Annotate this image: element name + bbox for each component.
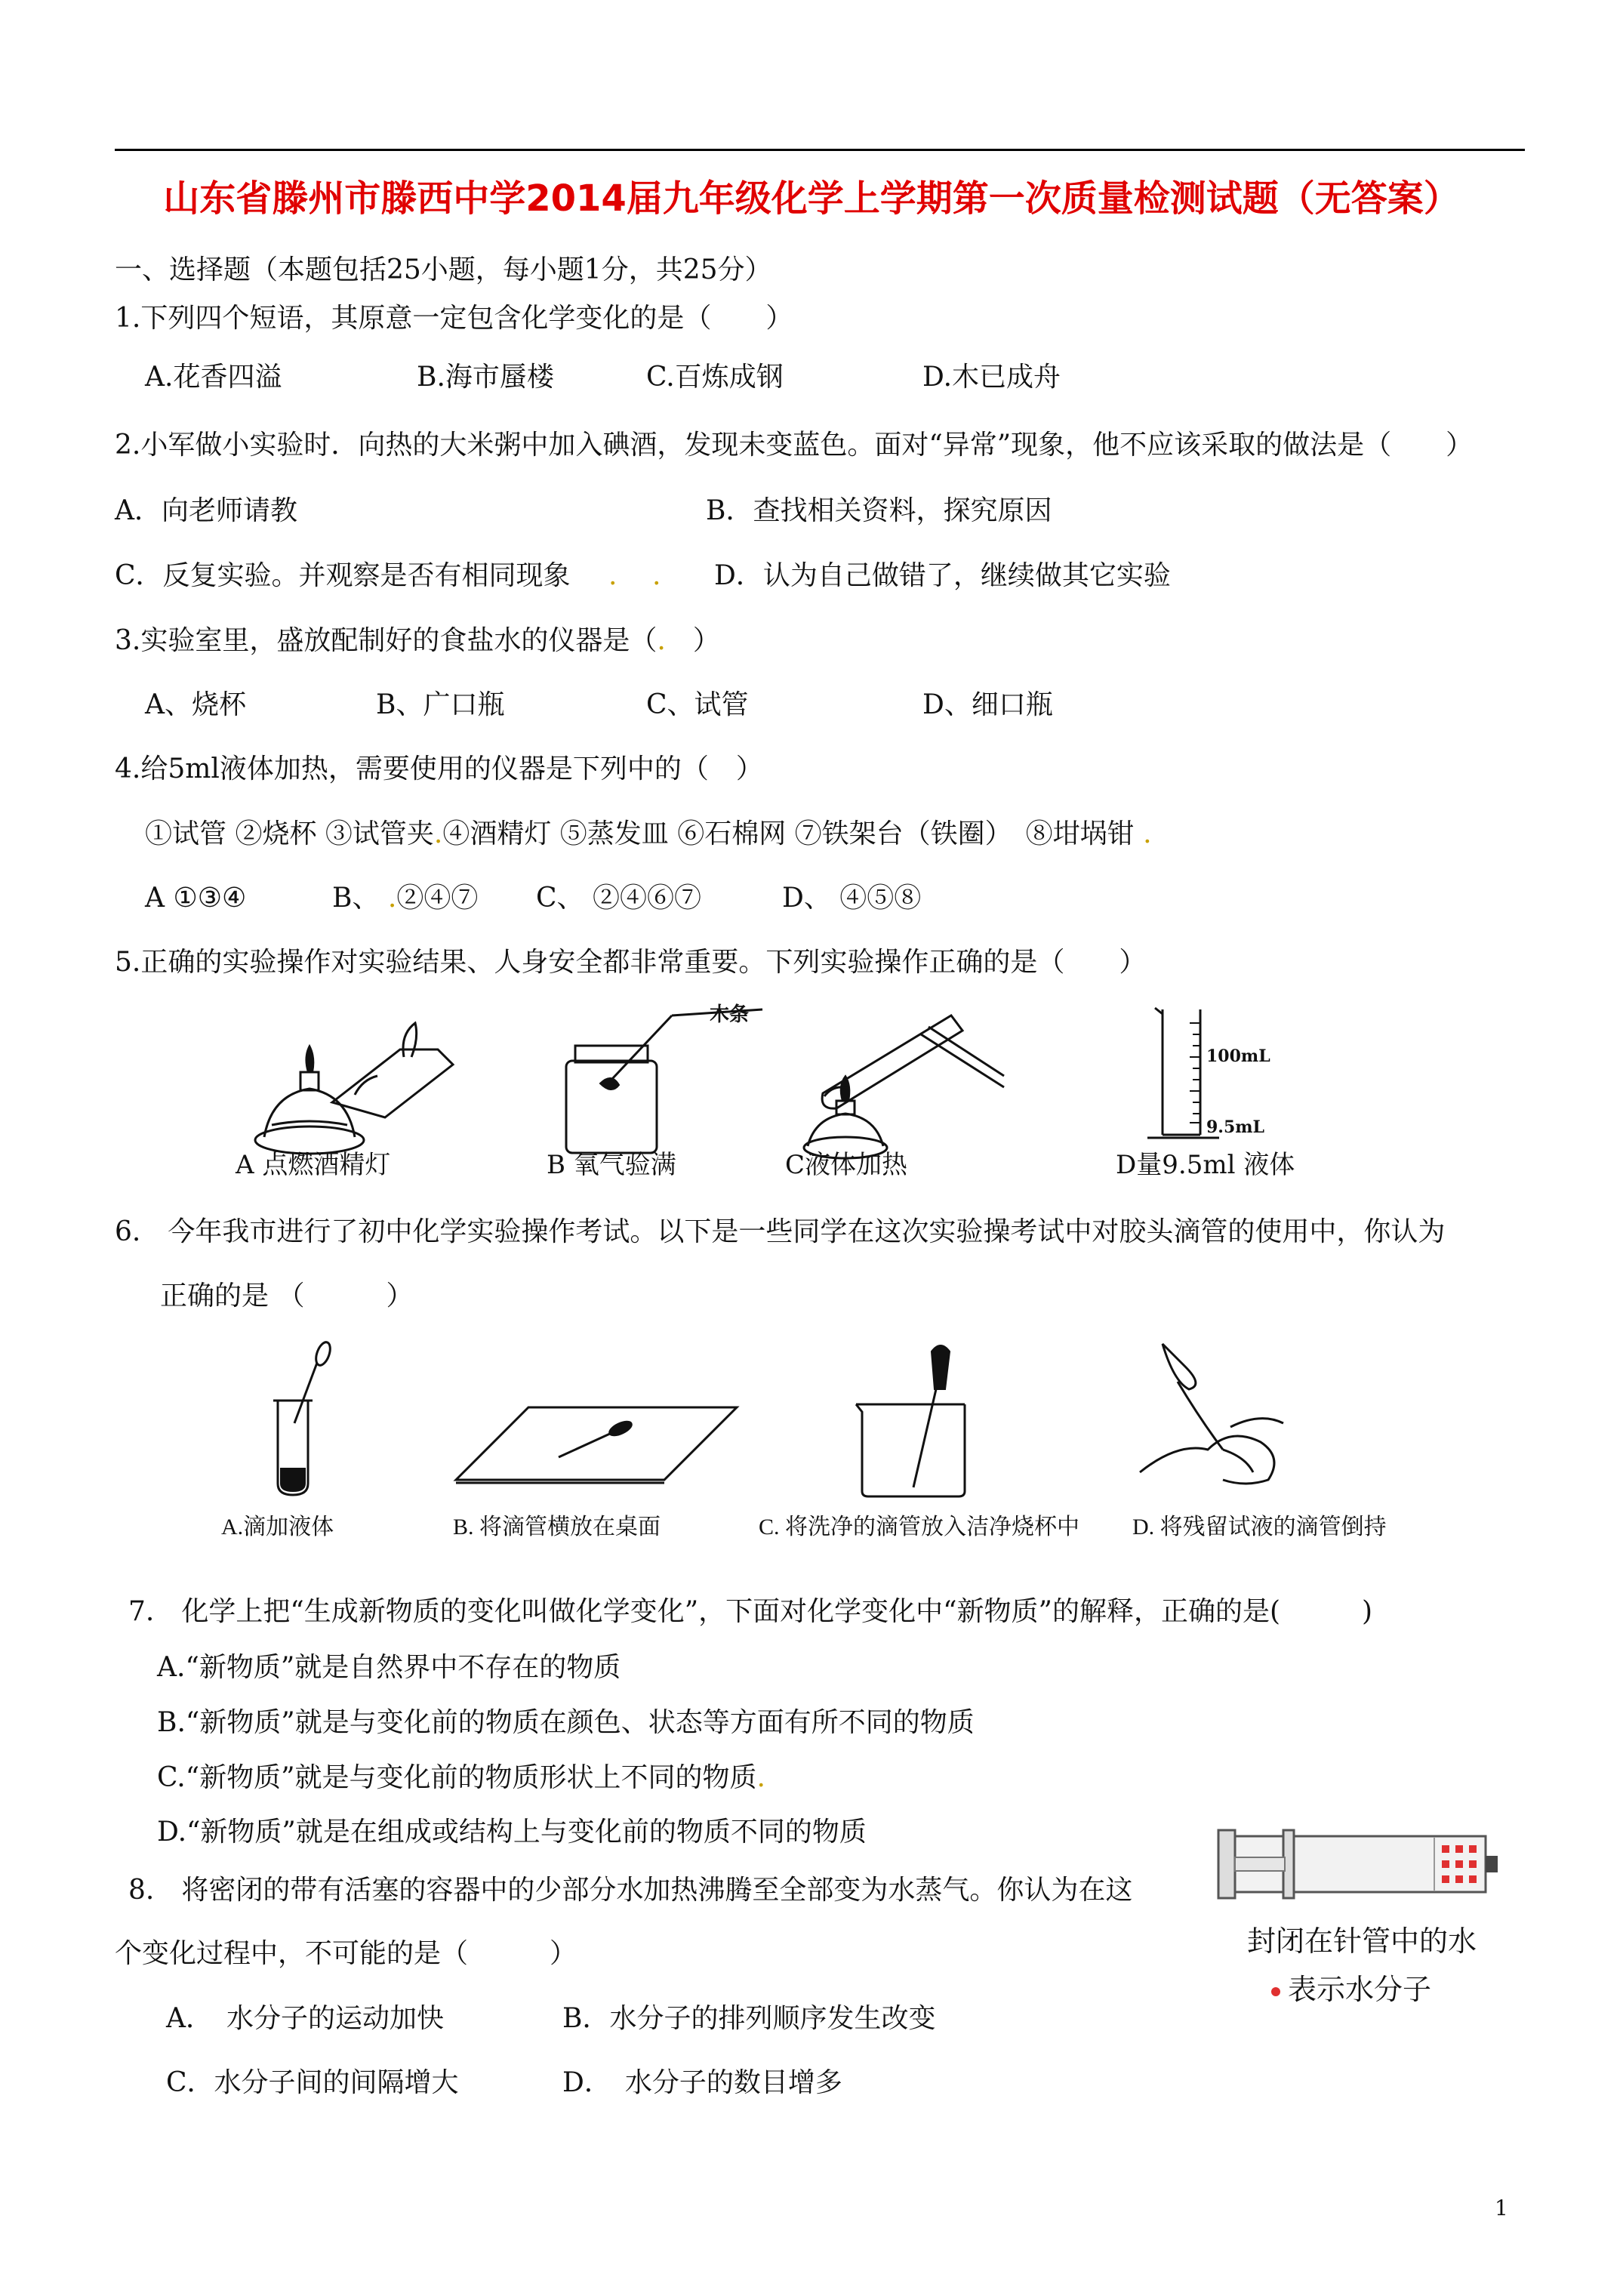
q6-figure-c-dropper-in-beaker (845, 1336, 981, 1502)
q5-label-wood-strip: 木条 (710, 1003, 750, 1026)
q4-option-c: C、 ②④⑥⑦ (536, 883, 701, 914)
q5-label-9-5ml: 9.5mL (1206, 1117, 1265, 1137)
q3-option-d: D、细口瓶 (922, 689, 1053, 720)
q5-label-100ml: 100mL (1206, 1046, 1270, 1066)
q6-figure-a-dropping-liquid (264, 1340, 347, 1499)
speck-mark: . (652, 560, 661, 591)
q3-option-c: C、试管 (646, 689, 749, 720)
q8-option-b: B．水分子的排列顺序发生改变 (562, 2003, 936, 2034)
q1-option-d: D.木已成舟 (922, 362, 1061, 393)
q7-option-b: B.“新物质”就是与变化前的物质在颜色、状态等方面有所不同的物质 (157, 1707, 975, 1738)
q5-caption-b: B 氧气验满 (547, 1150, 676, 1180)
q8-figure-syringe (1215, 1827, 1502, 1903)
q7-option-c: C.“新物质”就是与变化前的物质形状上不同的物质. (157, 1762, 765, 1793)
q4-stem: 4.给5ml液体加热，需要使用的仪器是下列中的（ ） (115, 754, 763, 784)
q1-option-c: C.百炼成钢 (646, 362, 784, 393)
document-title: 山东省滕州市滕西中学2014届九年级化学上学期第一次质量检测试题（无答案） (163, 177, 1460, 220)
q8-stem-line1: 8. 将密闭的带有活塞的容器中的少部分水加热沸腾至全部变为水蒸气。你认为在这 (128, 1875, 1133, 1906)
q5-figure-b-oxygen-test (559, 1000, 785, 1159)
q6-figure-b-dropper-on-table (453, 1404, 740, 1487)
q2-stem: 2.小军做小实验时．向热的大米粥中加入碘酒，发现未变蓝色。面对“异常”现象，他不应该采取的做法是（ ） (115, 430, 1474, 461)
q6-caption-a: A.滴加液体 (221, 1515, 334, 1539)
q7-option-d: D.“新物质”就是在组成或结构上与变化前的物质不同的物质 (157, 1817, 867, 1848)
q5-figure-c-liquid-heating (778, 1004, 1012, 1163)
page-number: 1 (1495, 2196, 1508, 2220)
q6-stem-line1: 6. 今年我市进行了初中化学实验操作考试。以下是一些同学在这次实验操考试中对胶头滴管的使用中，你认为 (115, 1216, 1446, 1247)
q3-option-a: A、烧杯 (145, 689, 246, 720)
q8-figure-caption-1: 封闭在针管中的水 (1247, 1925, 1477, 1958)
q2-option-a: A．向老师请教 (115, 495, 297, 526)
q7-option-a: A.“新物质”就是自然界中不存在的物质 (157, 1652, 621, 1683)
q5-caption-c: C液体加热 (785, 1150, 908, 1180)
q4-items: ①试管 ②烧杯 ③试管夹.④酒精灯 ⑤蒸发皿 ⑥石棉网 ⑦铁架台（铁圈） ⑧坩埚钳 . (145, 818, 1152, 849)
section-heading: 一、选择题（本题包括25小题，每小题1分，共25分） (115, 254, 772, 285)
q6-figure-d-inverted-dropper (1132, 1336, 1313, 1502)
q8-stem-line2: 个变化过程中，不可能的是（ ） (115, 1938, 577, 1969)
q1-option-b: B.海市蜃楼 (417, 362, 554, 393)
q5-figure-a-alcohol-lamp (249, 1004, 460, 1163)
q5-caption-a: A 点燃酒精灯 (236, 1150, 391, 1180)
q4-option-d: D、 ④⑤⑧ (782, 883, 922, 914)
q2-option-c: C．反复实验。并观察是否有相同现象 (115, 560, 571, 591)
q1-option-a: A.花香四溢 (145, 362, 282, 393)
q3-stem: 3.实验室里，盛放配制好的食盐水的仪器是（. ） (115, 625, 720, 656)
q6-stem-line2: 正确的是 （ ） (160, 1281, 414, 1311)
q6-caption-b: B. 将滴管横放在桌面 (453, 1515, 661, 1539)
q7-stem: 7. 化学上把“生成新物质的变化叫做化学变化”，下面对化学变化中“新物质”的解释，正确的是( ) (128, 1596, 1373, 1627)
q6-caption-d: D. 将残留试液的滴管倒持 (1132, 1515, 1387, 1539)
q8-option-c: C．水分子间的间隔增大 (166, 2067, 459, 2098)
q1-stem: 1.下列四个短语，其原意一定包含化学变化的是（ ） (115, 303, 793, 334)
q6-caption-c: C. 将洗净的滴管放入洁净烧杯中 (759, 1515, 1080, 1539)
q5-caption-d: D量9.5ml 液体 (1116, 1150, 1295, 1180)
header-rule (115, 149, 1525, 151)
speck-mark: . (608, 560, 617, 591)
q8-option-d: D． 水分子的数目增多 (562, 2067, 842, 2098)
q2-option-d: D．认为自己做错了，继续做其它实验 (714, 560, 1171, 591)
q8-figure-caption-2: 表示水分子 (1271, 1966, 1431, 2008)
molecule-icon (1271, 1987, 1280, 1996)
q8-option-a: A． 水分子的运动加快 (166, 2003, 444, 2034)
q4-option-a: A ①③④ (145, 883, 247, 914)
q5-stem: 5.正确的实验操作对实验结果、人身安全都非常重要。下列实验操作正确的是（ ） (115, 947, 1147, 978)
q2-option-b: B．查找相关资料，探究原因 (706, 495, 1052, 526)
q4-option-b: B、 .②④⑦ (332, 883, 479, 914)
q3-option-b: B、广口瓶 (376, 689, 505, 720)
